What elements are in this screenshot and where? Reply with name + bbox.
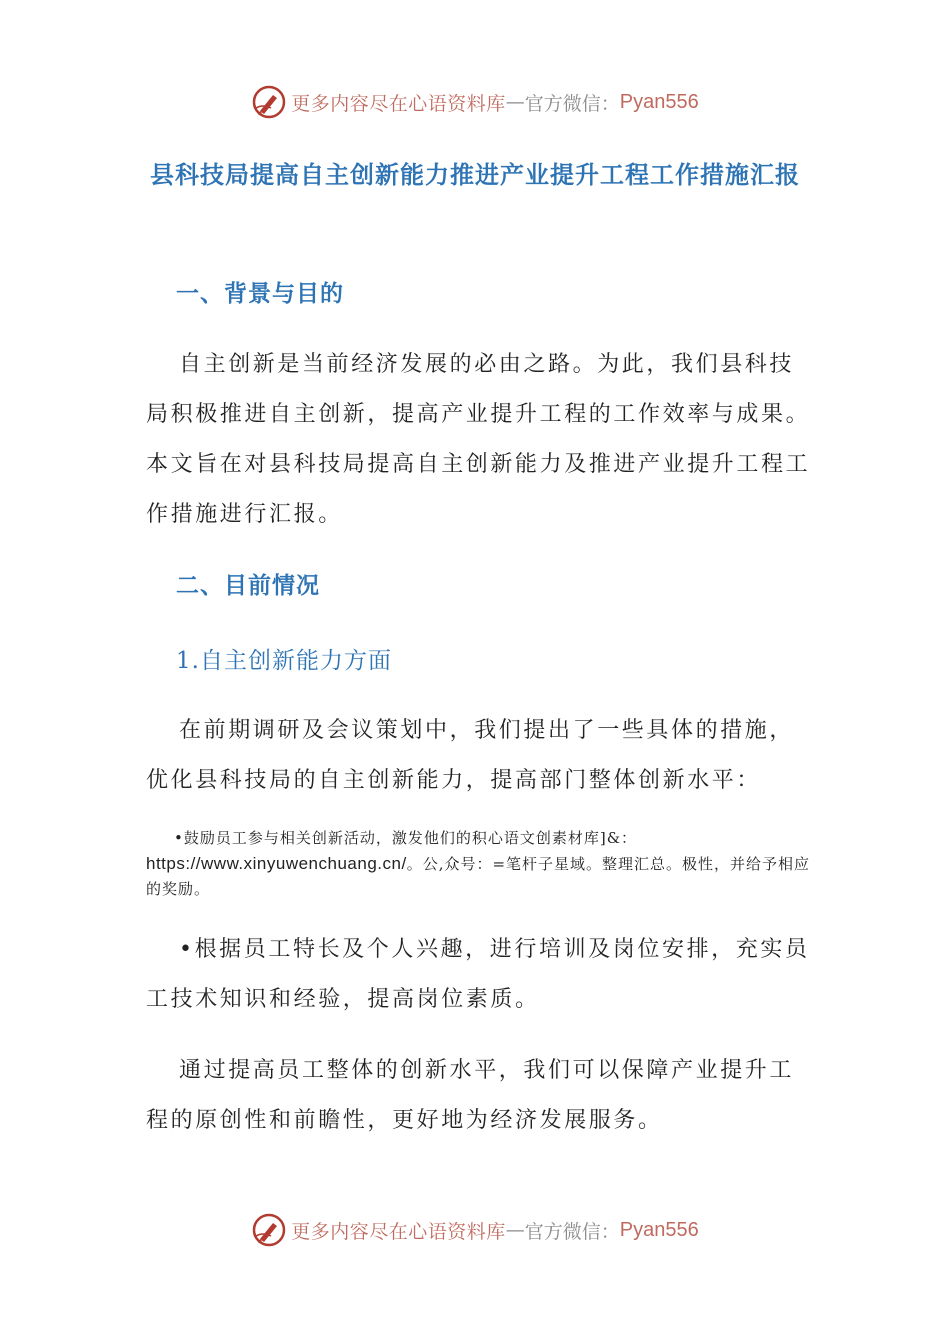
- bullet-url-link[interactable]: https://www.xinyuwenchuang.cn/: [146, 854, 407, 873]
- banner-site-name: 更多内容尽在心语资料库: [291, 1220, 506, 1243]
- section-heading-background: 一、背景与目的: [176, 281, 344, 307]
- pen-logo-icon: [251, 84, 287, 120]
- paragraph-conclusion: 通过提高员工整体的创新水平，我们可以保障产业提升工程的原创性和前瞻性，更好地为经济发展服务。: [146, 1058, 795, 1133]
- footer-banner: [0, 1210, 950, 1250]
- banner-separator: —: [505, 1219, 525, 1241]
- banner-separator: —: [505, 91, 525, 113]
- bullet-text-prefix: •鼓励员工参与相关创新活动，激发他们的积心语文创素材库]&：: [174, 829, 638, 847]
- subsection-heading-innovation: 1.自主创新能力方面: [176, 648, 392, 674]
- document-title: 县科技局提高自主创新能力推进产业提升工程工作措施汇报: [150, 161, 800, 189]
- banner-wechat-label: 官方微信：: [524, 92, 620, 115]
- banner-wechat-id: Pyan556: [619, 1218, 699, 1241]
- pen-logo-icon: [251, 1212, 287, 1248]
- header-banner: [0, 82, 950, 122]
- list-item-encourage: [146, 826, 811, 902]
- bullet-text-suffix: 。公,众号：=笔杆子星域。整理汇总。极性，并给予相应的奖励。: [146, 855, 811, 898]
- paragraph-background: 自主创新是当前经济发展的必由之路。为此，我们县科技局积极推进自主创新，提高产业提升工程的工作效率与成果。本文旨在对县科技局提高自主创新能力及推进产业提升工程工作措施进行汇报。: [146, 352, 811, 527]
- list-item-training: •根据员工特长及个人兴趣，进行培训及岗位安排，充实员工技术知识和经验，提高岗位素质。: [146, 937, 810, 1012]
- banner-wechat-label: 官方微信：: [524, 1220, 620, 1243]
- banner-wechat-id: Pyan556: [619, 90, 699, 113]
- banner-site-name: 更多内容尽在心语资料库: [291, 92, 506, 115]
- section-heading-current-status: 二、目前情况: [176, 573, 320, 599]
- paragraph-measures-intro: 在前期调研及会议策划中，我们提出了一些具体的措施，优化县科技局的自主创新能力，提高部门整体创新水平：: [146, 718, 795, 793]
